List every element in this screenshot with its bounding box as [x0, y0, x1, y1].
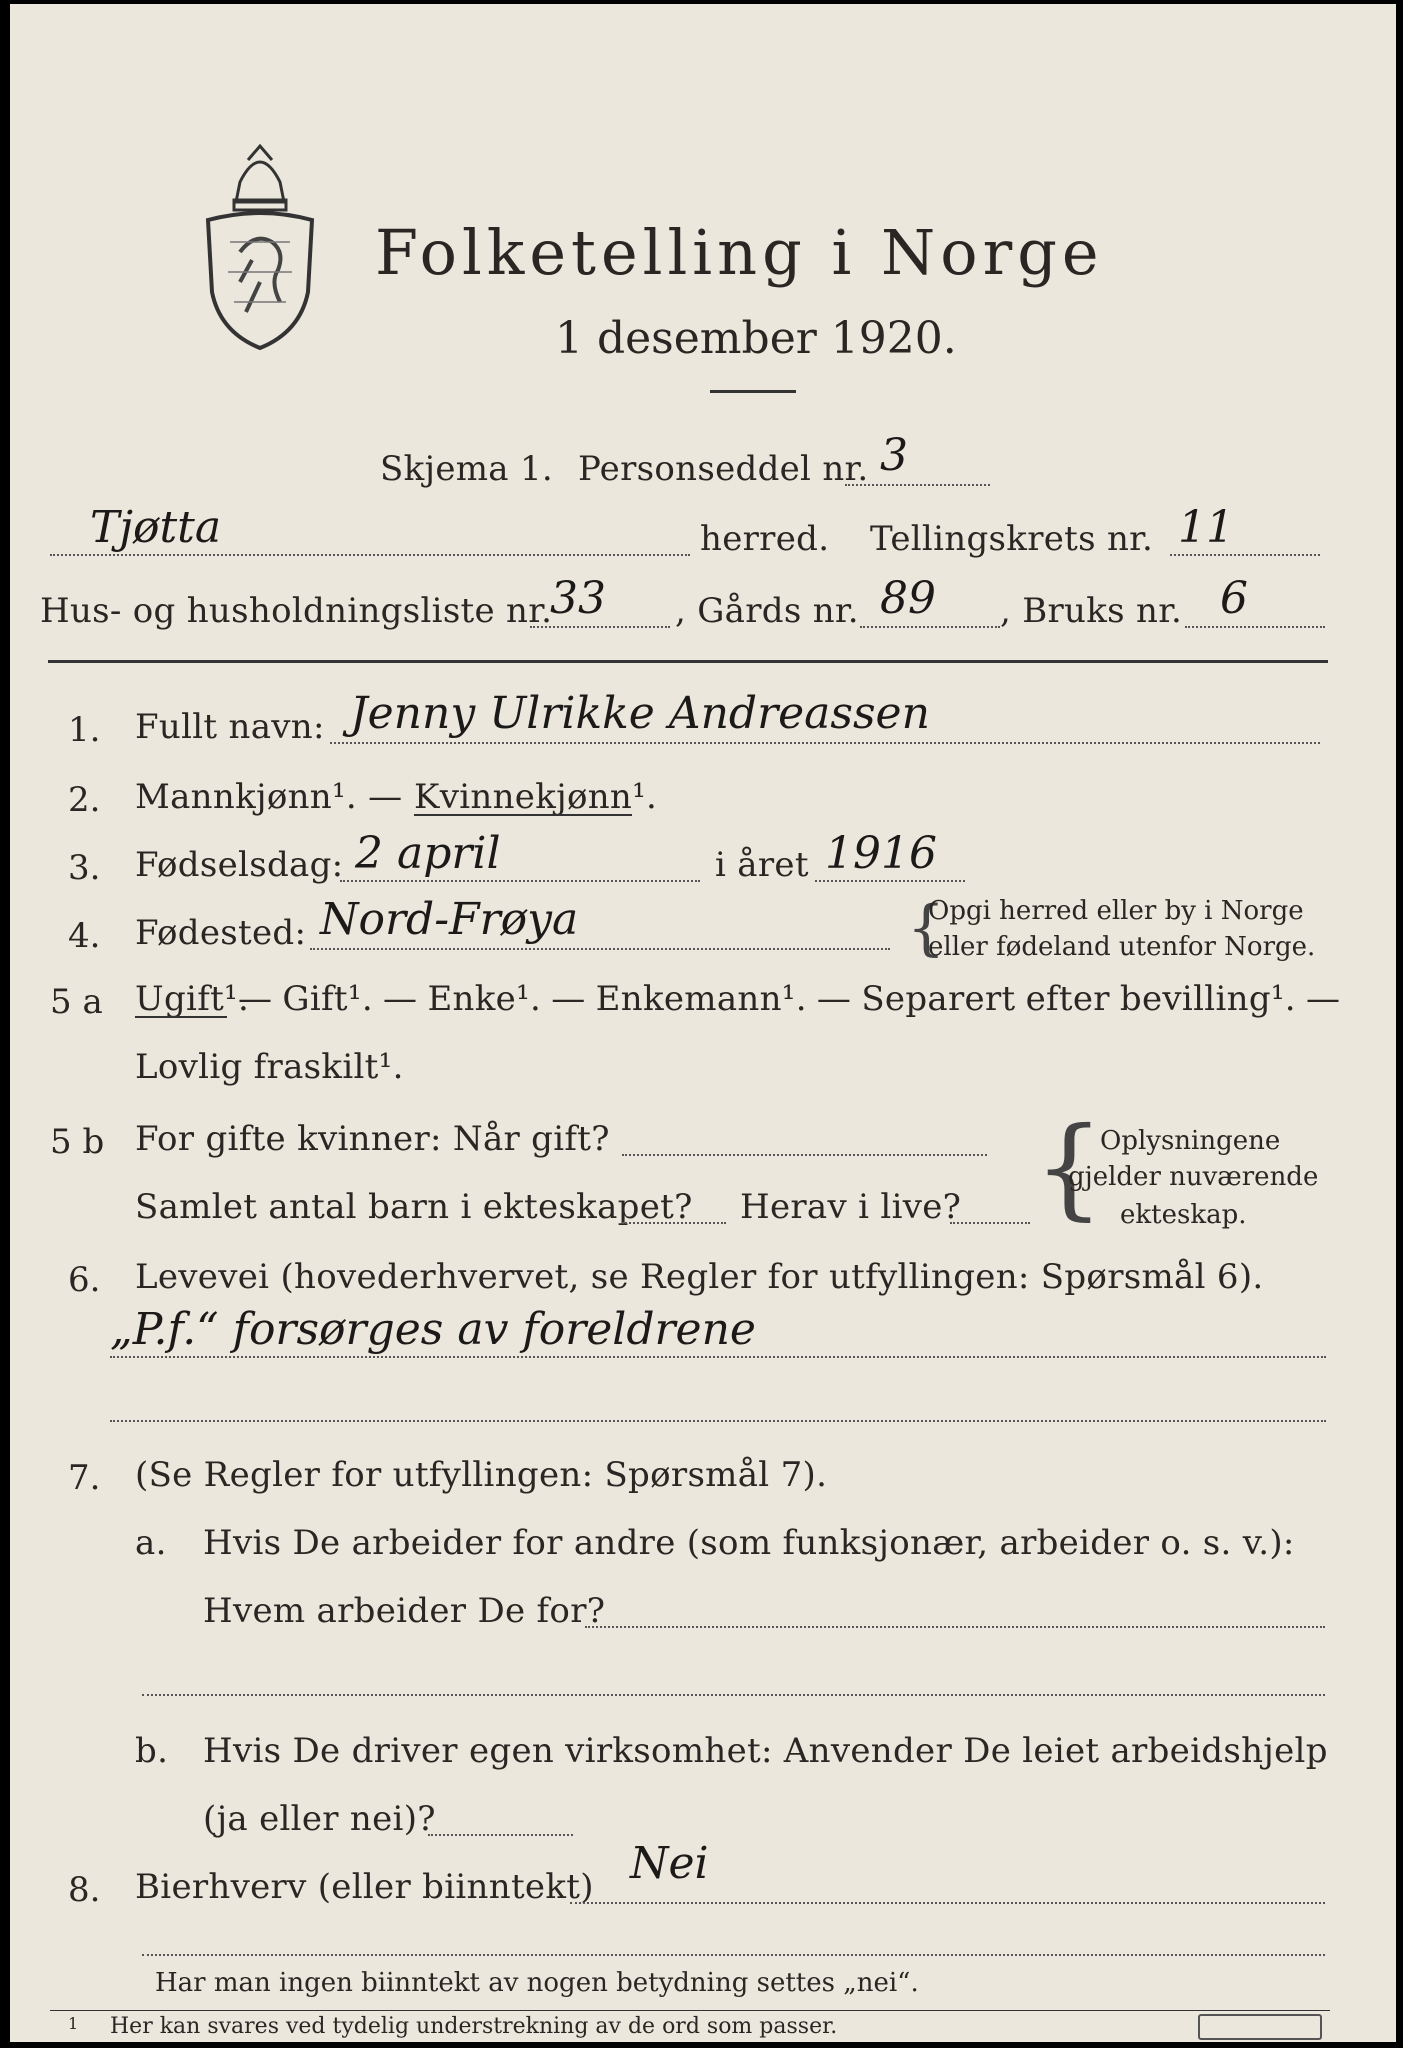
q4-brace: { — [907, 893, 946, 963]
q2-kvinne-underline — [414, 814, 632, 816]
q1-value: Jenny Ulrikke Andreassen — [350, 688, 930, 739]
gards-value: 89 — [880, 573, 936, 624]
tellingskrets-value: 11 — [1178, 502, 1234, 553]
q6-line1 — [110, 1356, 1326, 1358]
q3-label: Fødselsdag: — [135, 845, 344, 885]
personseddel-value: 3 — [880, 430, 908, 481]
footer-divider — [50, 2010, 1330, 2011]
q5b-label2: Samlet antal barn i ekteskapet? — [135, 1187, 693, 1227]
q7b-question: (ja eller nei)? — [203, 1799, 436, 1839]
q3-year-line — [815, 880, 965, 882]
husliste-line — [530, 626, 670, 628]
personseddel-label: Personseddel nr. — [578, 449, 869, 489]
gards-line — [860, 626, 1000, 628]
form-title: Folketelling i Norge — [375, 216, 1104, 289]
husliste-value: 33 — [550, 573, 606, 624]
q8-number: 8. — [68, 1870, 101, 1910]
q7b-text: Hvis De driver egen virksomhet: Anvender De leiet arbeidshjelp — [203, 1731, 1328, 1771]
q7a-line2 — [142, 1694, 1325, 1696]
q7a-text: Hvis De arbeider for andre (som funksjonær, arbeider o. s. v.): — [203, 1523, 1295, 1563]
bruks-line — [1185, 626, 1325, 628]
q3-year-value: 1916 — [825, 828, 937, 879]
q5b-note2: gjelder nuværende — [1068, 1162, 1319, 1192]
q5b-label3: Herav i live? — [740, 1187, 962, 1227]
q7b-line — [428, 1834, 573, 1836]
q1-number: 1. — [68, 710, 101, 750]
q5b-line3 — [950, 1222, 1030, 1224]
q5a-ugift-underline — [135, 1016, 227, 1018]
q7-number: 7. — [68, 1458, 101, 1498]
section-divider — [48, 660, 1328, 663]
q3-year-label: i året — [715, 845, 809, 885]
q2-number: 2. — [68, 780, 101, 820]
q4-note1: Opgi herred eller by i Norge — [928, 896, 1304, 926]
q8-label: Bierhverv (eller biinntekt) — [135, 1867, 594, 1907]
q6-number: 6. — [68, 1260, 101, 1300]
personseddel-line — [845, 484, 990, 486]
q7a-letter: a. — [135, 1523, 167, 1563]
q6-value: „P.f.“ forsørges av foreldrene — [110, 1304, 756, 1355]
q2-mann: Mannkjønn¹. — — [135, 777, 403, 817]
husliste-label: Hus- og husholdningsliste nr. — [40, 591, 553, 631]
q6-line2 — [110, 1420, 1326, 1422]
q4-label: Fødested: — [135, 913, 307, 953]
bruks-label: , Bruks nr. — [1000, 591, 1183, 631]
skjema-label: Skjema 1. — [380, 449, 554, 489]
q4-value: Nord-Frøya — [320, 894, 579, 945]
q7a-question: Hvem arbeider De for? — [203, 1591, 606, 1631]
herred-line — [50, 554, 690, 556]
q7a-line1 — [585, 1626, 1325, 1628]
herred-label: herred. — [700, 519, 830, 559]
census-form — [10, 4, 1396, 2042]
q8-line2 — [142, 1954, 1325, 1956]
q6-label: Levevei (hovederhvervet, se Regler for utfyllingen: Spørsmål 6). — [135, 1257, 1264, 1297]
q5b-line2 — [622, 1222, 726, 1224]
q4-note2: eller fødeland utenfor Norge. — [928, 932, 1316, 962]
q5b-label1: For gifte kvinner: Når gift? — [135, 1119, 610, 1159]
q7-label: (Se Regler for utfyllingen: Spørsmål 7). — [135, 1455, 828, 1495]
q4-number: 4. — [68, 916, 101, 956]
q5b-line1 — [622, 1154, 987, 1156]
q5a-number: 5 a — [50, 982, 103, 1022]
q5b-note1: Oplysningene — [1100, 1126, 1281, 1156]
tellingskrets-line — [1170, 554, 1320, 556]
footnote-text: Her kan svares ved tydelig understrekning av de ord som passer. — [110, 2014, 838, 2039]
q8-line1 — [570, 1902, 1325, 1904]
form-date: 1 desember 1920. — [555, 313, 957, 364]
herred-value: Tjøtta — [90, 502, 222, 553]
q3-number: 3. — [68, 848, 101, 888]
q5b-number: 5 b — [50, 1122, 105, 1162]
q1-line — [330, 742, 1320, 744]
q2-kvinne: Kvinnekjønn¹. — [414, 777, 658, 817]
q5a-ugift: Ugift¹. — [135, 979, 250, 1019]
footnote-number: 1 — [68, 2014, 79, 2033]
norway-coat-of-arms-icon — [200, 142, 320, 352]
q5b-note3: ekteskap. — [1120, 1200, 1247, 1230]
q3-line — [340, 880, 700, 882]
footer-note: Har man ingen biinntekt av nogen betydning settes „nei“. — [155, 1968, 919, 1998]
q5a-line2: Lovlig fraskilt¹. — [135, 1047, 404, 1087]
q7b-letter: b. — [135, 1731, 169, 1771]
q4-line — [310, 948, 890, 950]
q1-label: Fullt navn: — [135, 707, 325, 747]
q3-value: 2 april — [355, 828, 501, 879]
tellingskrets-label: Tellingskrets nr. — [870, 519, 1154, 559]
bruks-value: 6 — [1220, 573, 1248, 624]
printer-stamp — [1198, 2014, 1322, 2040]
q5a-options: — Gift¹. — Enke¹. — Enkemann¹. — Separert efter bevilling¹. — — [238, 979, 1341, 1019]
title-divider — [710, 390, 796, 393]
gards-label: , Gårds nr. — [675, 591, 859, 631]
q8-value: Nei — [630, 1838, 709, 1889]
q5b-brace: { — [1034, 1103, 1104, 1231]
